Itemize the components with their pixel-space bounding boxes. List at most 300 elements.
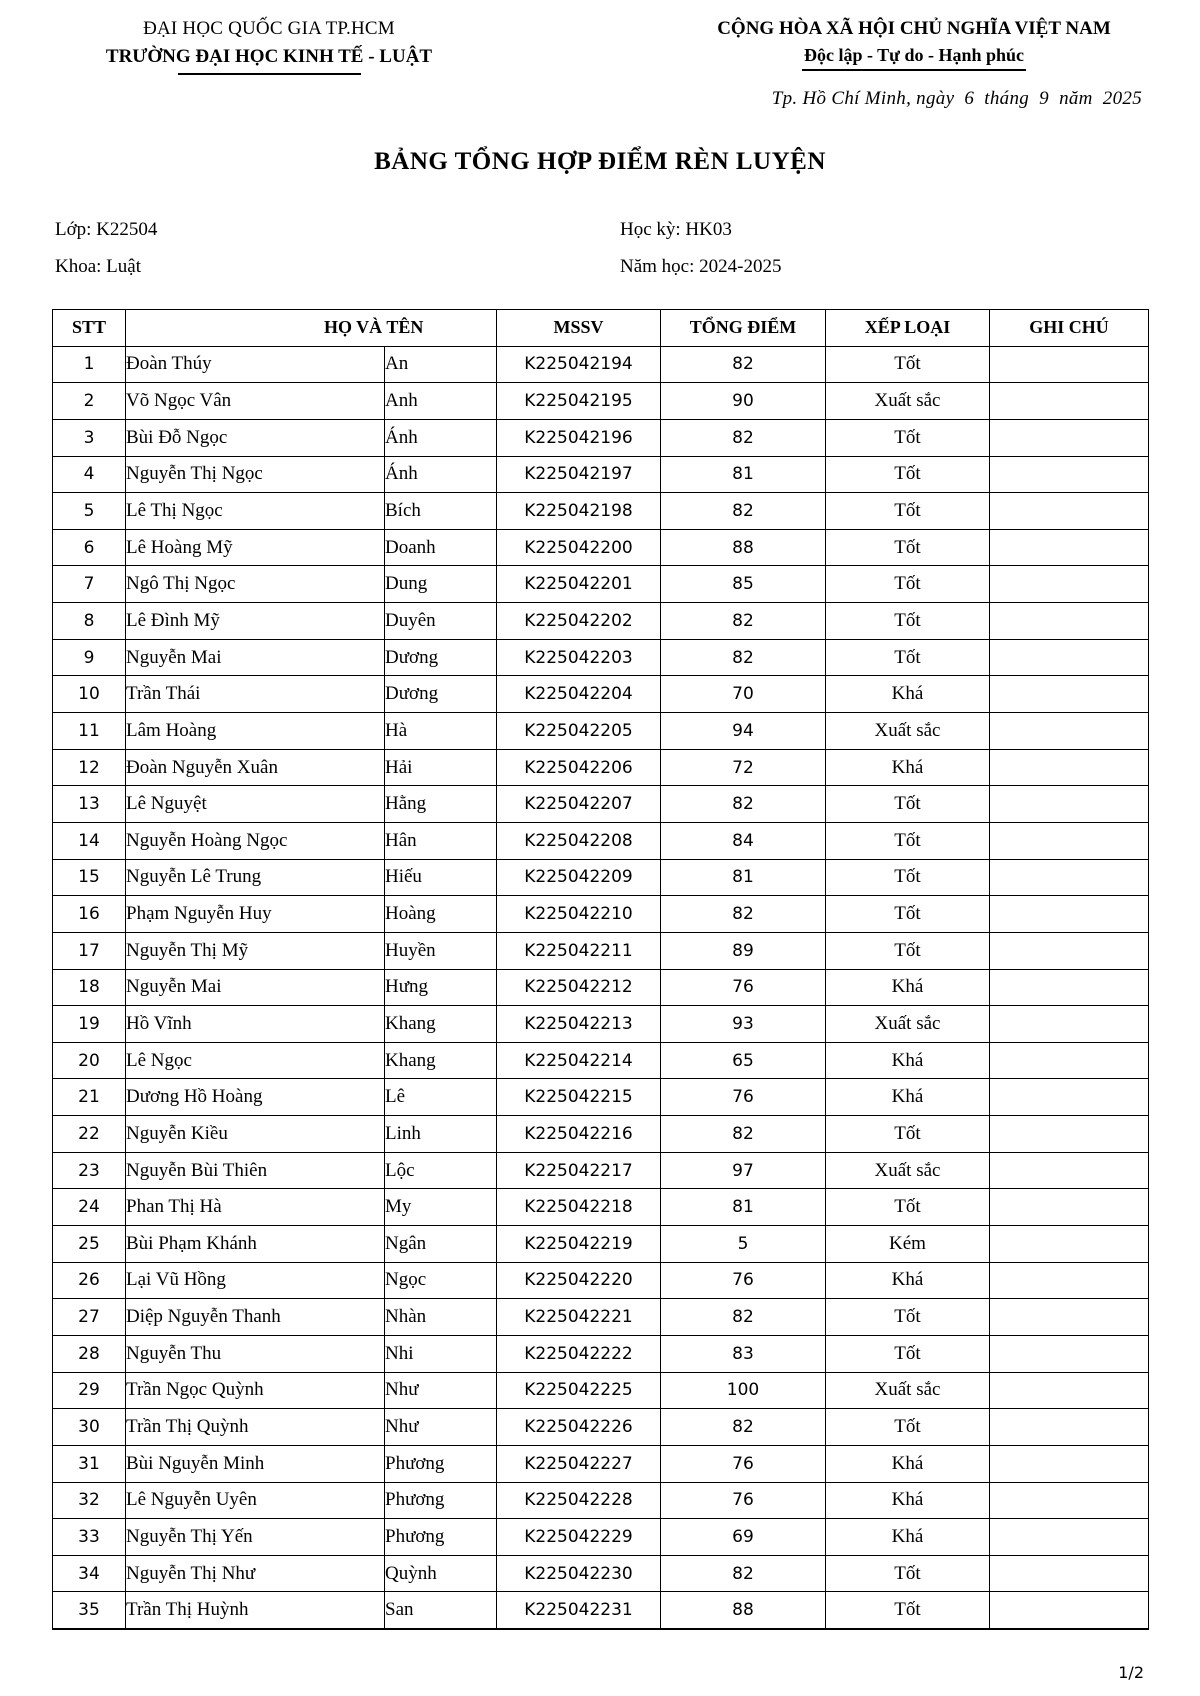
row-stt: 34 xyxy=(53,1555,126,1592)
row-family-name: Nguyễn Thị Như xyxy=(126,1555,385,1592)
row-student-id: K225042226 xyxy=(497,1409,661,1446)
row-family-name: Bùi Nguyễn Minh xyxy=(126,1445,385,1482)
row-total-score: 82 xyxy=(661,1555,826,1592)
header-total-score: TỔNG ĐIỂM xyxy=(661,310,826,347)
row-stt: 4 xyxy=(53,456,126,493)
row-given-name: San xyxy=(385,1592,497,1629)
row-given-name: Hiếu xyxy=(385,859,497,896)
row-total-score: 82 xyxy=(661,639,826,676)
row-total-score: 82 xyxy=(661,1116,826,1153)
row-stt: 32 xyxy=(53,1482,126,1519)
row-total-score: 76 xyxy=(661,1262,826,1299)
row-student-id: K225042194 xyxy=(497,346,661,383)
class-label: Lớp: K22504 xyxy=(55,219,158,240)
row-stt: 10 xyxy=(53,676,126,713)
row-student-id: K225042205 xyxy=(497,713,661,750)
row-classification: Tốt xyxy=(826,456,990,493)
row-family-name: Lê Đình Mỹ xyxy=(126,603,385,640)
table-row xyxy=(53,859,1149,896)
row-family-name: Đoàn Nguyễn Xuân xyxy=(126,749,385,786)
row-note xyxy=(990,676,1149,713)
row-stt: 1 xyxy=(53,346,126,383)
row-classification: Khá xyxy=(826,1482,990,1519)
table-row xyxy=(53,1519,1149,1556)
header-stt: STT xyxy=(53,310,126,347)
row-family-name: Nguyễn Thị Ngọc xyxy=(126,456,385,493)
row-family-name: Đoàn Thúy xyxy=(126,346,385,383)
row-student-id: K225042211 xyxy=(497,932,661,969)
table-row xyxy=(53,932,1149,969)
row-student-id: K225042210 xyxy=(497,896,661,933)
row-given-name: Như xyxy=(385,1372,497,1409)
row-given-name: My xyxy=(385,1189,497,1226)
row-classification: Khá xyxy=(826,1262,990,1299)
row-classification: Tốt xyxy=(826,529,990,566)
row-note xyxy=(990,493,1149,530)
table-row xyxy=(53,1409,1149,1446)
row-given-name: Khang xyxy=(385,1042,497,1079)
row-note xyxy=(990,1372,1149,1409)
national-motto: Độc lập - Tự do - Hạnh phúc xyxy=(803,45,1025,65)
row-student-id: K225042207 xyxy=(497,786,661,823)
row-note xyxy=(990,786,1149,823)
university-name: ĐẠI HỌC QUỐC GIA TP.HCM xyxy=(143,18,395,39)
row-family-name: Nguyễn Thị Yến xyxy=(126,1519,385,1556)
row-student-id: K225042208 xyxy=(497,822,661,859)
row-stt: 2 xyxy=(53,383,126,420)
row-family-name: Bùi Đỗ Ngọc xyxy=(126,419,385,456)
row-note xyxy=(990,1519,1149,1556)
row-note xyxy=(990,1335,1149,1372)
row-family-name: Nguyễn Thị Mỹ xyxy=(126,932,385,969)
row-given-name: Phương xyxy=(385,1482,497,1519)
row-note xyxy=(990,1299,1149,1336)
row-note xyxy=(990,1482,1149,1519)
school-name: TRƯỜNG ĐẠI HỌC KINH TẾ - LUẬT xyxy=(105,46,433,67)
row-family-name: Dương Hồ Hoàng xyxy=(126,1079,385,1116)
row-total-score: 76 xyxy=(661,969,826,1006)
document-title: BẢNG TỔNG HỢP ĐIỂM RÈN LUYỆN xyxy=(374,148,826,175)
table-row xyxy=(53,1335,1149,1372)
row-classification: Tốt xyxy=(826,639,990,676)
row-total-score: 5 xyxy=(661,1226,826,1263)
row-stt: 17 xyxy=(53,932,126,969)
row-classification: Xuất sắc xyxy=(826,1372,990,1409)
row-stt: 20 xyxy=(53,1042,126,1079)
row-note xyxy=(990,932,1149,969)
row-given-name: Linh xyxy=(385,1116,497,1153)
row-family-name: Lê Ngọc xyxy=(126,1042,385,1079)
row-family-name: Nguyễn Thu xyxy=(126,1335,385,1372)
row-given-name: Hoàng xyxy=(385,896,497,933)
row-total-score: 84 xyxy=(661,822,826,859)
row-family-name: Lê Nguyễn Uyên xyxy=(126,1482,385,1519)
school-underline xyxy=(178,73,361,75)
row-given-name: Khang xyxy=(385,1006,497,1043)
row-note xyxy=(990,346,1149,383)
row-stt: 19 xyxy=(53,1006,126,1043)
row-total-score: 81 xyxy=(661,1189,826,1226)
row-stt: 26 xyxy=(53,1262,126,1299)
row-student-id: K225042225 xyxy=(497,1372,661,1409)
row-note xyxy=(990,1152,1149,1189)
row-stt: 5 xyxy=(53,493,126,530)
row-given-name: Ngọc xyxy=(385,1262,497,1299)
row-student-id: K225042214 xyxy=(497,1042,661,1079)
row-family-name: Nguyễn Mai xyxy=(126,969,385,1006)
table-row xyxy=(53,566,1149,603)
row-student-id: K225042230 xyxy=(497,1555,661,1592)
header-note: GHI CHÚ xyxy=(990,310,1149,347)
row-stt: 15 xyxy=(53,859,126,896)
row-given-name: Hải xyxy=(385,749,497,786)
row-family-name: Nguyễn Mai xyxy=(126,639,385,676)
row-family-name: Lê Nguyệt xyxy=(126,786,385,823)
row-family-name: Trần Thái xyxy=(126,676,385,713)
row-student-id: K225042221 xyxy=(497,1299,661,1336)
row-total-score: 93 xyxy=(661,1006,826,1043)
table-row xyxy=(53,822,1149,859)
score-table xyxy=(52,309,1149,1630)
table-row xyxy=(53,639,1149,676)
faculty-label: Khoa: Luật xyxy=(55,256,142,277)
row-note xyxy=(990,456,1149,493)
table-body xyxy=(53,346,1149,1629)
row-family-name: Lê Hoàng Mỹ xyxy=(126,529,385,566)
row-family-name: Nguyễn Lê Trung xyxy=(126,859,385,896)
row-note xyxy=(990,1042,1149,1079)
row-stt: 28 xyxy=(53,1335,126,1372)
row-family-name: Hồ Vĩnh xyxy=(126,1006,385,1043)
row-given-name: Anh xyxy=(385,383,497,420)
table-row xyxy=(53,1482,1149,1519)
row-classification: Xuất sắc xyxy=(826,383,990,420)
row-total-score: 72 xyxy=(661,749,826,786)
row-student-id: K225042229 xyxy=(497,1519,661,1556)
row-given-name: Ngân xyxy=(385,1226,497,1263)
row-stt: 27 xyxy=(53,1299,126,1336)
row-classification: Tốt xyxy=(826,1335,990,1372)
row-note xyxy=(990,1555,1149,1592)
row-stt: 3 xyxy=(53,419,126,456)
row-note xyxy=(990,1006,1149,1043)
row-student-id: K225042200 xyxy=(497,529,661,566)
table-row xyxy=(53,383,1149,420)
row-total-score: 82 xyxy=(661,786,826,823)
row-stt: 16 xyxy=(53,896,126,933)
row-given-name: Ánh xyxy=(385,419,497,456)
row-student-id: K225042213 xyxy=(497,1006,661,1043)
row-given-name: Hằng xyxy=(385,786,497,823)
row-given-name: Dương xyxy=(385,676,497,713)
row-family-name: Trần Ngọc Quỳnh xyxy=(126,1372,385,1409)
row-student-id: K225042209 xyxy=(497,859,661,896)
row-classification: Tốt xyxy=(826,1592,990,1629)
row-classification: Tốt xyxy=(826,1555,990,1592)
row-total-score: 89 xyxy=(661,932,826,969)
row-classification: Tốt xyxy=(826,786,990,823)
row-stt: 12 xyxy=(53,749,126,786)
row-given-name: Nhi xyxy=(385,1335,497,1372)
row-given-name: Phương xyxy=(385,1445,497,1482)
table-row xyxy=(53,456,1149,493)
row-stt: 23 xyxy=(53,1152,126,1189)
row-student-id: K225042202 xyxy=(497,603,661,640)
row-classification: Tốt xyxy=(826,346,990,383)
row-family-name: Phan Thị Hà xyxy=(126,1189,385,1226)
row-total-score: 82 xyxy=(661,419,826,456)
national-header xyxy=(694,15,1134,71)
row-classification: Khá xyxy=(826,676,990,713)
row-family-name: Nguyễn Bùi Thiên xyxy=(126,1152,385,1189)
table-row xyxy=(53,1262,1149,1299)
row-total-score: 82 xyxy=(661,346,826,383)
row-family-name: Lê Thị Ngọc xyxy=(126,493,385,530)
row-student-id: K225042203 xyxy=(497,639,661,676)
row-stt: 22 xyxy=(53,1116,126,1153)
row-given-name: Doanh xyxy=(385,529,497,566)
row-student-id: K225042215 xyxy=(497,1079,661,1116)
row-student-id: K225042228 xyxy=(497,1482,661,1519)
row-stt: 13 xyxy=(53,786,126,823)
row-classification: Khá xyxy=(826,1519,990,1556)
row-classification: Tốt xyxy=(826,603,990,640)
row-total-score: 83 xyxy=(661,1335,826,1372)
row-given-name: Bích xyxy=(385,493,497,530)
row-given-name: Dương xyxy=(385,639,497,676)
row-stt: 8 xyxy=(53,603,126,640)
row-note xyxy=(990,1189,1149,1226)
row-total-score: 65 xyxy=(661,1042,826,1079)
table-header-row xyxy=(53,310,1149,347)
row-classification: Khá xyxy=(826,1042,990,1079)
row-student-id: K225042201 xyxy=(497,566,661,603)
row-classification: Xuất sắc xyxy=(826,1152,990,1189)
table-row xyxy=(53,603,1149,640)
row-student-id: K225042196 xyxy=(497,419,661,456)
row-note xyxy=(990,896,1149,933)
row-student-id: K225042227 xyxy=(497,1445,661,1482)
row-stt: 30 xyxy=(53,1409,126,1446)
table-row xyxy=(53,896,1149,933)
row-classification: Kém xyxy=(826,1226,990,1263)
row-given-name: Dung xyxy=(385,566,497,603)
row-classification: Tốt xyxy=(826,1116,990,1153)
row-family-name: Phạm Nguyễn Huy xyxy=(126,896,385,933)
school-year-label: Năm học: 2024-2025 xyxy=(620,256,782,277)
row-given-name: Quỳnh xyxy=(385,1555,497,1592)
row-total-score: 100 xyxy=(661,1372,826,1409)
motto-underline xyxy=(802,69,1026,71)
table-row xyxy=(53,346,1149,383)
table-row xyxy=(53,1152,1149,1189)
row-student-id: K225042222 xyxy=(497,1335,661,1372)
row-stt: 11 xyxy=(53,713,126,750)
row-family-name: Diệp Nguyễn Thanh xyxy=(126,1299,385,1336)
row-classification: Khá xyxy=(826,1079,990,1116)
row-total-score: 76 xyxy=(661,1079,826,1116)
table-row xyxy=(53,1592,1149,1629)
row-family-name: Lâm Hoàng xyxy=(126,713,385,750)
row-total-score: 76 xyxy=(661,1445,826,1482)
row-given-name: Nhàn xyxy=(385,1299,497,1336)
row-stt: 31 xyxy=(53,1445,126,1482)
row-note xyxy=(990,1226,1149,1263)
row-given-name: Như xyxy=(385,1409,497,1446)
row-stt: 25 xyxy=(53,1226,126,1263)
row-stt: 18 xyxy=(53,969,126,1006)
row-stt: 7 xyxy=(53,566,126,603)
row-given-name: Huyền xyxy=(385,932,497,969)
table-row xyxy=(53,676,1149,713)
table-row xyxy=(53,1189,1149,1226)
row-total-score: 88 xyxy=(661,529,826,566)
row-stt: 14 xyxy=(53,822,126,859)
page-number: 1/2 xyxy=(1118,1663,1144,1682)
row-family-name: Bùi Phạm Khánh xyxy=(126,1226,385,1263)
row-total-score: 85 xyxy=(661,566,826,603)
row-classification: Khá xyxy=(826,1445,990,1482)
row-total-score: 81 xyxy=(661,859,826,896)
row-given-name: An xyxy=(385,346,497,383)
row-family-name: Nguyễn Hoàng Ngọc xyxy=(126,822,385,859)
row-note xyxy=(990,749,1149,786)
row-total-score: 81 xyxy=(661,456,826,493)
row-note xyxy=(990,859,1149,896)
row-classification: Tốt xyxy=(826,932,990,969)
row-note xyxy=(990,1445,1149,1482)
row-student-id: K225042231 xyxy=(497,1592,661,1629)
table-row xyxy=(53,1116,1149,1153)
table-row xyxy=(53,1555,1149,1592)
row-classification: Tốt xyxy=(826,566,990,603)
row-student-id: K225042212 xyxy=(497,969,661,1006)
row-student-id: K225042206 xyxy=(497,749,661,786)
row-student-id: K225042217 xyxy=(497,1152,661,1189)
row-classification: Tốt xyxy=(826,1189,990,1226)
row-given-name: Hà xyxy=(385,713,497,750)
row-total-score: 82 xyxy=(661,603,826,640)
header-full-name: HỌ VÀ TÊN xyxy=(126,310,497,347)
row-family-name: Trần Thị Huỳnh xyxy=(126,1592,385,1629)
row-total-score: 82 xyxy=(661,896,826,933)
row-classification: Xuất sắc xyxy=(826,713,990,750)
row-student-id: K225042219 xyxy=(497,1226,661,1263)
issuer-block xyxy=(90,15,448,75)
term-label: Học kỳ: HK03 xyxy=(620,219,732,240)
table-row xyxy=(53,419,1149,456)
table-row xyxy=(53,1042,1149,1079)
row-classification: Tốt xyxy=(826,822,990,859)
row-classification: Khá xyxy=(826,969,990,1006)
row-classification: Tốt xyxy=(826,419,990,456)
row-classification: Tốt xyxy=(826,1299,990,1336)
row-total-score: 82 xyxy=(661,1299,826,1336)
row-note xyxy=(990,603,1149,640)
republic-title: CỘNG HÒA XÃ HỘI CHỦ NGHĨA VIỆT NAM xyxy=(717,18,1111,39)
row-stt: 24 xyxy=(53,1189,126,1226)
row-note xyxy=(990,566,1149,603)
row-note xyxy=(990,1262,1149,1299)
row-given-name: Ánh xyxy=(385,456,497,493)
table-row xyxy=(53,713,1149,750)
header-classification: XẾP LOẠI xyxy=(826,310,990,347)
row-given-name: Lê xyxy=(385,1079,497,1116)
header-mssv: MSSV xyxy=(497,310,661,347)
row-classification: Tốt xyxy=(826,896,990,933)
row-student-id: K225042197 xyxy=(497,456,661,493)
row-family-name: Ngô Thị Ngọc xyxy=(126,566,385,603)
row-student-id: K225042216 xyxy=(497,1116,661,1153)
table-row xyxy=(53,1299,1149,1336)
row-stt: 35 xyxy=(53,1592,126,1629)
row-stt: 21 xyxy=(53,1079,126,1116)
row-stt: 29 xyxy=(53,1372,126,1409)
table-row xyxy=(53,786,1149,823)
row-classification: Tốt xyxy=(826,859,990,896)
row-note xyxy=(990,1409,1149,1446)
row-student-id: K225042220 xyxy=(497,1262,661,1299)
row-note xyxy=(990,969,1149,1006)
row-classification: Tốt xyxy=(826,1409,990,1446)
row-classification: Khá xyxy=(826,749,990,786)
document-date: Tp. Hồ Chí Minh, ngày 6 tháng 9 năm 2025 xyxy=(771,88,1142,109)
row-student-id: K225042218 xyxy=(497,1189,661,1226)
row-stt: 9 xyxy=(53,639,126,676)
row-note xyxy=(990,419,1149,456)
row-given-name: Duyên xyxy=(385,603,497,640)
row-stt: 6 xyxy=(53,529,126,566)
row-student-id: K225042204 xyxy=(497,676,661,713)
row-total-score: 76 xyxy=(661,1482,826,1519)
row-classification: Tốt xyxy=(826,493,990,530)
row-total-score: 70 xyxy=(661,676,826,713)
table-row xyxy=(53,1372,1149,1409)
row-total-score: 82 xyxy=(661,1409,826,1446)
table-row xyxy=(53,749,1149,786)
table-row xyxy=(53,1445,1149,1482)
row-note xyxy=(990,529,1149,566)
row-given-name: Hân xyxy=(385,822,497,859)
row-classification: Xuất sắc xyxy=(826,1006,990,1043)
row-total-score: 94 xyxy=(661,713,826,750)
row-total-score: 97 xyxy=(661,1152,826,1189)
row-total-score: 90 xyxy=(661,383,826,420)
row-given-name: Lộc xyxy=(385,1152,497,1189)
row-student-id: K225042198 xyxy=(497,493,661,530)
row-note xyxy=(990,1079,1149,1116)
row-family-name: Nguyễn Kiều xyxy=(126,1116,385,1153)
row-note xyxy=(990,822,1149,859)
row-note xyxy=(990,639,1149,676)
table-row xyxy=(53,529,1149,566)
table-row xyxy=(53,1226,1149,1263)
row-total-score: 88 xyxy=(661,1592,826,1629)
table-row xyxy=(53,1006,1149,1043)
row-family-name: Võ Ngọc Vân xyxy=(126,383,385,420)
row-stt: 33 xyxy=(53,1519,126,1556)
table-row xyxy=(53,1079,1149,1116)
row-note xyxy=(990,383,1149,420)
row-family-name: Lại Vũ Hồng xyxy=(126,1262,385,1299)
row-given-name: Hưng xyxy=(385,969,497,1006)
row-student-id: K225042195 xyxy=(497,383,661,420)
row-total-score: 69 xyxy=(661,1519,826,1556)
table-row xyxy=(53,969,1149,1006)
row-given-name: Phương xyxy=(385,1519,497,1556)
row-note xyxy=(990,1116,1149,1153)
table-row xyxy=(53,493,1149,530)
